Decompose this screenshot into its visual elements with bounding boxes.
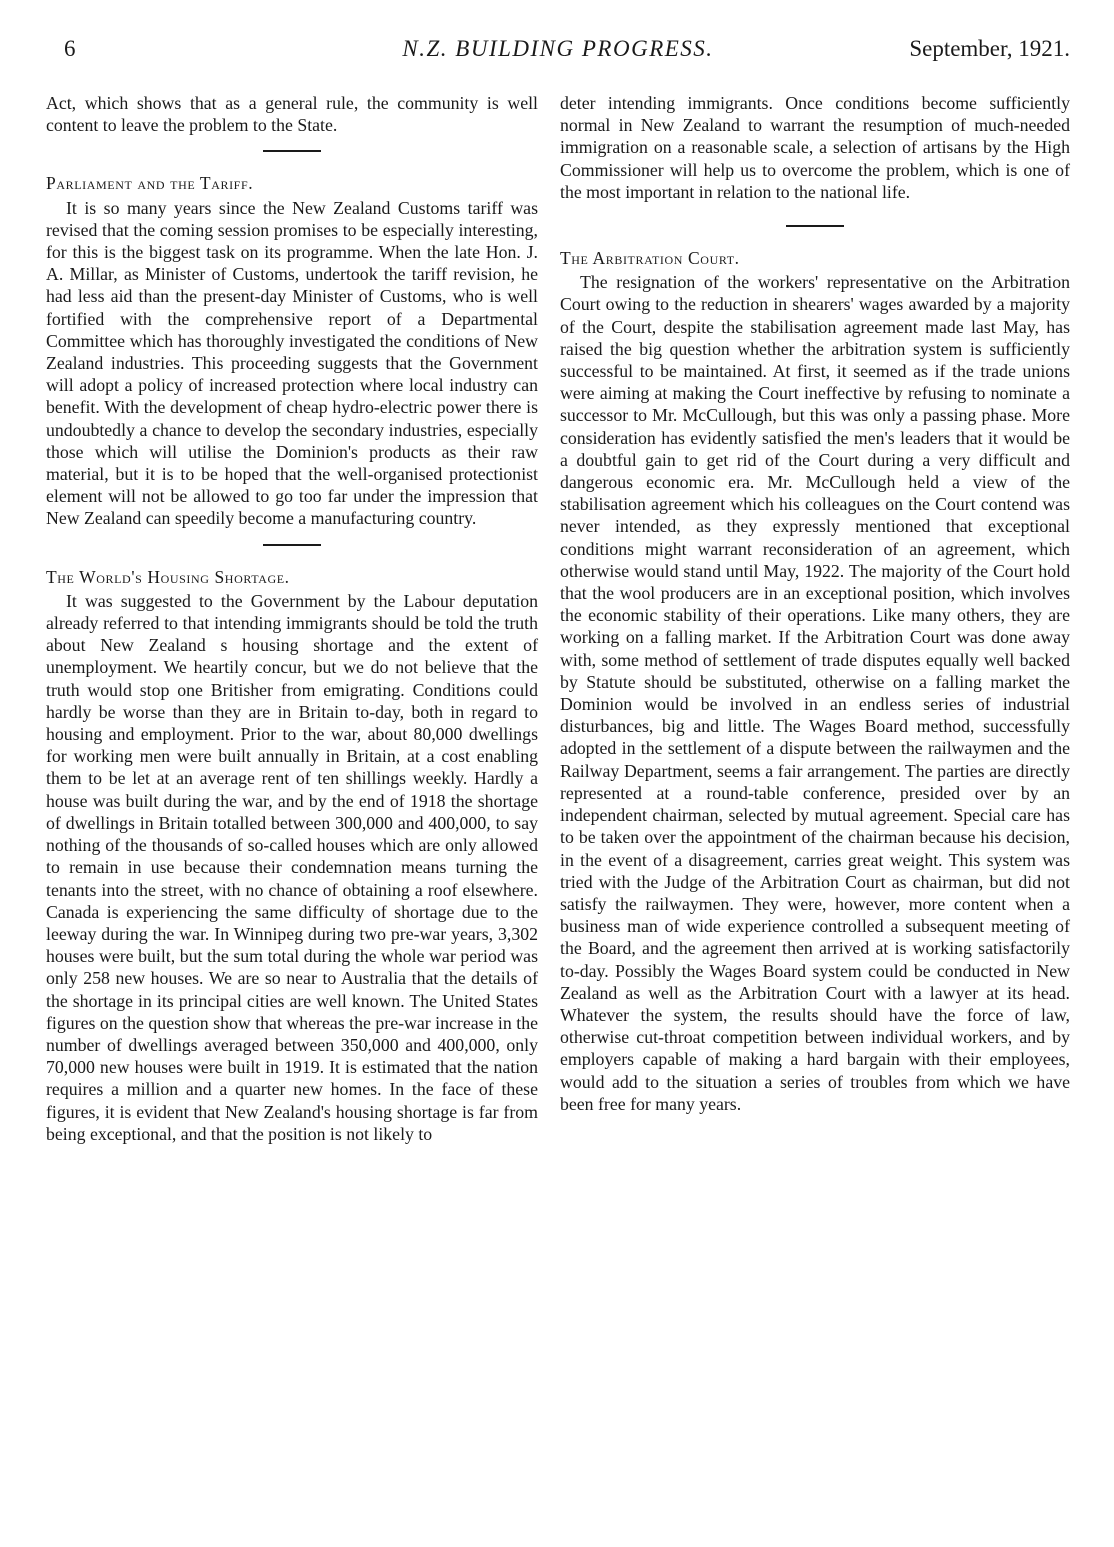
right-column (560, 92, 1070, 1115)
section-heading-housing: The World's Housing Shortage. (46, 566, 290, 587)
intro-paragraph: Act, which shows that as a general rule, the community is well content to leave the problem to the State. (46, 93, 538, 136)
page-number: 6 (64, 36, 76, 61)
section-heading-parliament: Parliament and the Tariff. (46, 173, 254, 194)
section-heading-arbitration: The Arbitration Court. (560, 248, 740, 269)
section-divider (263, 150, 321, 152)
page-header (46, 36, 1070, 72)
issue-date: September, 1921. (909, 36, 1070, 61)
section-divider (786, 225, 844, 227)
section-body-arbitration: The resignation of the workers' representative on the Arbitration Court owing to the reduction in shearers' wages awarded by a majority of the Court, despite the stabilisation agreement made last May, has raised the big question whether the arbitration system is sufficiently successful to be maintained. At first, it seemed as if the trade unions were aiming at making the Court ineffective by refusing to nominate a successor to Mr. McCullough, but this was only a passing phase. More consideration has evidently satisfied the men's leaders that it would be a doubtful gain to get rid of the Court during a very difficult and dangerous economic era. Mr. McCullough held a view of the stabilisation agreement which his colleagues on the Court contend was never intended, as they expressly mentioned that exceptional conditions might warrant reconsideration of an agreement, which otherwise would stand until May, 1922. The majority of the Court hold that the wool producers are in an exceptional position, which involves the economic stability of their operations. Like many others, they are working on a falling market. If the Arbitration Court was done away with, some method of settlement of trade disputes equally well backed by Statute should be substituted, otherwise on a falling market the Dominion would be involved in an endless series of industrial disturbances, big and little. The Wages Board method, successfully adopted in the settlement of a dispute between the railwaymen and the Railway Department, seems a fair arrangement. The parties are directly represented at a round-table conference, presided over by an independent chairman, selected by mutual agreement. Special care has to be taken over the appointment of the chairman because his decision, in the event of a disagreement, carries great weight. This system was tried with the Judge of the Arbitration Court as chairman, but did not satisfy the railwaymen. They were, however, more content when a business man of wide experience controlled a subsequent meeting of the Board, and the agreement then arrived at is working satisfactorily to-day. Possibly the Wages Board system could be conducted in New Zealand as well as the Arbitration Court with a lawyer at its head. Whatever the system, the results should have the force of law, otherwise cut-throat competition between individual workers, and by employers capable of making a hard bargain with their employees, would add to the situation a series of troubles from which we have been free for many years. (560, 272, 1070, 1114)
section-body-parliament: It is so many years since the New Zealand Customs tariff was revised that the coming session promises to be especially interesting, for this is the biggest task on its programme. When the late Hon. J. A. Millar, as Minister of Customs, undertook the tariff revision, he had less aid than the present-day Minister of Customs, who is well fortified with the comprehensive report of a Departmental Committee which has thoroughly investigated the conditions of New Zealand industries. This proceeding suggests that the Government will adopt a policy of increased protection where local industry can benefit. With the development of cheap hydro-electric power there is undoubtedly a chance to develop the secondary industries, especially those which will utilise the Dominion's products as their raw material, but it is to be hoped that the well-organised protectionist element will not be allowed to go too far under the impression that New Zealand can speedily become a manufacturing country. (46, 197, 538, 529)
left-column (46, 92, 538, 1145)
continuation-paragraph: deter intending immigrants. Once conditions become sufficiently normal in New Zealand to warrant the resumption of much-needed immigration on a reasonable scale, a selection of artisans by the High Commissioner will help us to overcome the problem, which is one of the most important in relation to the national life. (560, 93, 1070, 202)
section-body-housing: It was suggested to the Government by the Labour deputation already referred to that intending immigrants should be told the truth about New Zealand s housing shortage and the extent of unemployment. We heartily concur, but we do not believe that the truth would stop one Britisher from emigrating. Conditions could hardly be worse than they are in Britain to-day, both in regard to housing and employment. Prior to the war, about 80,000 dwellings for working men were built annually in Britain, at a cost enabling them to be let at an average rent of ten shillings weekly. Hardly a house was built during the war, and by the end of 1918 the shortage of dwellings in Britain totalled between 300,000 and 400,000, to say nothing of the thousands of so-called houses which are only allowed to remain in use because their condemnation means turning the tenants into the street, with no chance of obtaining a roof elsewhere. Canada is experiencing the same difficulty of shortage due to the leeway during the war. In Winnipeg during two pre-war years, 3,302 houses were built, but the sum total during the whole war period was only 258 new houses. We are so near to Australia that the details of the shortage in its principal cities are well known. The United States figures on the question show that whereas the pre-war increase in the number of dwellings averaged between 350,000 and 400,000, only 70,000 new houses were built in 1919. It is estimated that the nation requires a million and a quarter new homes. In the face of these figures, it is evident that New Zealand's housing shortage is far from being exceptional, and that the position is not likely to (46, 590, 538, 1144)
journal-title: N.Z. BUILDING PROGRESS. (402, 36, 714, 61)
section-divider (263, 544, 321, 546)
